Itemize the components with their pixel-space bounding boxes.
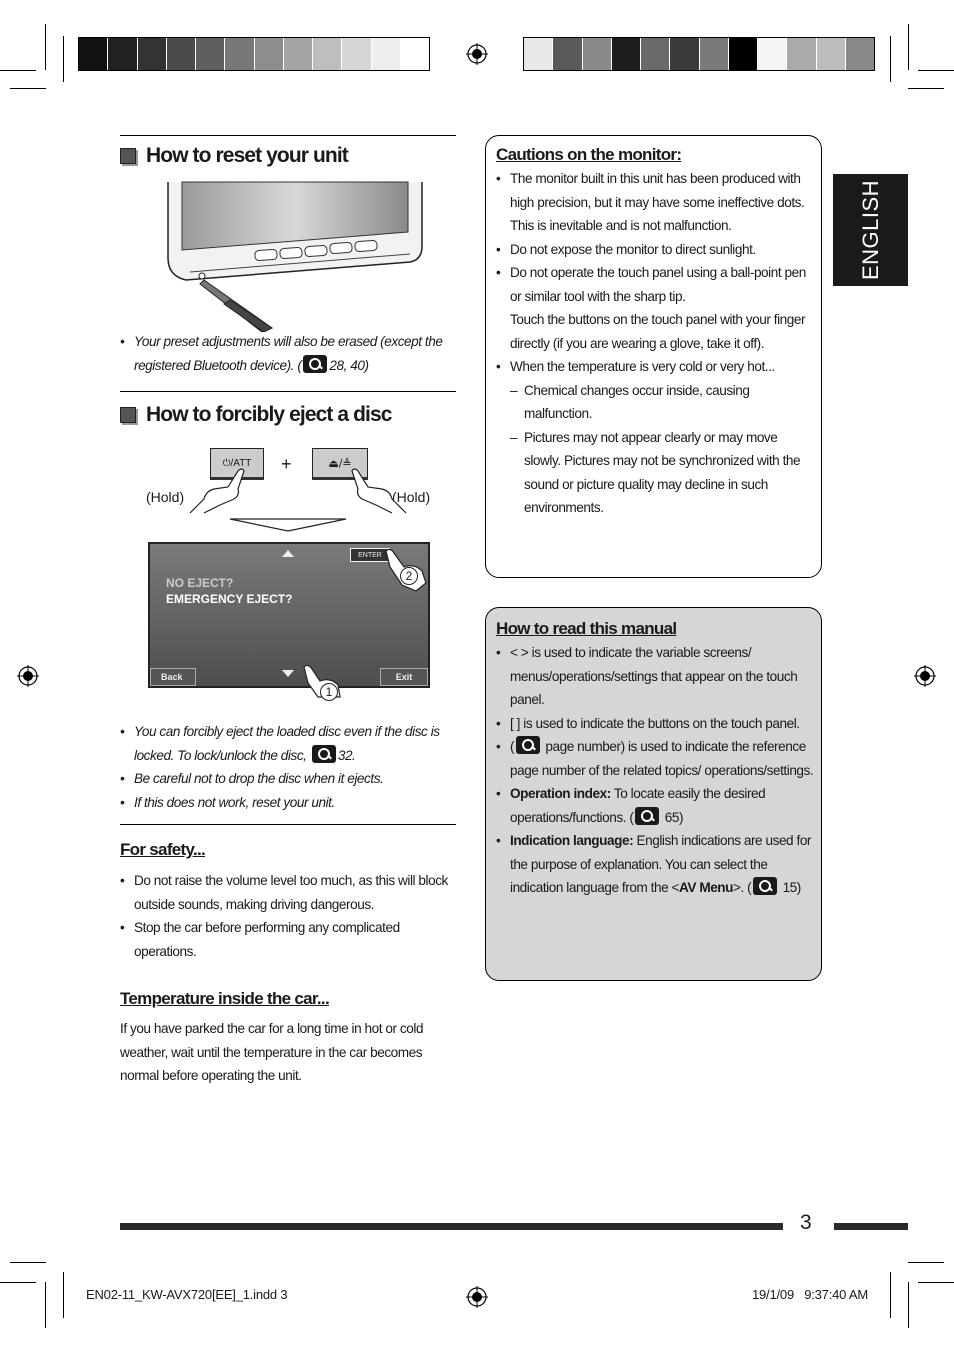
crop-mark — [908, 1282, 909, 1328]
footer-bar-right — [834, 1223, 908, 1230]
crop-mark — [0, 1282, 36, 1283]
down-arrow-screen-icon — [282, 670, 294, 677]
crop-mark — [908, 1262, 944, 1263]
crop-mark — [908, 24, 909, 70]
heading-square-icon — [120, 148, 136, 164]
hand-pointer-icon — [346, 465, 410, 515]
footer-file: EN02-11_KW-AVX720[EE]_1.indd 3 — [86, 1287, 288, 1302]
safety-list — [120, 869, 456, 963]
caution-item: • When the temperature is very cold or very hot... — [496, 355, 814, 379]
color-swatch — [612, 38, 641, 70]
color-swatch — [313, 38, 342, 70]
color-bar-right — [523, 37, 875, 71]
eject-button: ⏏/≜ — [312, 448, 368, 480]
color-swatch — [641, 38, 670, 70]
eject-heading: How to forcibly eject a disc — [120, 403, 392, 427]
manual-item: • Indication language: English indications are used for the purpose of explanation. You can select the indication language from the <AV Menu>. ( 15) — [496, 829, 814, 900]
caution-subitem: – Pictures may not appear clearly or may move slowly. Pictures may not be synchronized with the sound or picture quality may decline in such environments. — [496, 426, 814, 520]
color-swatch — [524, 38, 553, 70]
section-divider — [120, 391, 456, 392]
eject-notes — [120, 720, 456, 814]
manual-item: • ( page number) is used to indicate the reference page number of the related topics/ operations/settings. — [496, 735, 814, 782]
crop-mark — [63, 1272, 64, 1318]
crop-mark — [0, 70, 36, 71]
registration-mark-icon — [17, 665, 39, 687]
reference-icon — [635, 807, 659, 825]
caution-item: • The monitor built in this unit has been produced with high precision, but it may have some ineffective dots. This is inevitable and is not malfunction. — [496, 167, 814, 238]
color-swatch — [700, 38, 729, 70]
crop-mark — [45, 1282, 46, 1328]
safety-item: • Do not raise the volume level too much, as this will block outside sounds, making driving dangerous. — [120, 869, 456, 916]
reset-note: • Your preset adjustments will also be erased (except the registered Bluetooth device). ( 28, 40) — [120, 330, 456, 377]
cautions-heading: Cautions on the monitor: — [496, 145, 682, 164]
color-swatch — [255, 38, 284, 70]
registration-mark-icon — [914, 665, 936, 687]
plus-sign: + — [281, 454, 292, 474]
color-swatch — [372, 38, 401, 70]
reset-illustration — [160, 180, 430, 332]
section-divider — [120, 824, 456, 825]
manual-item: • < > is used to indicate the variable screens/ menus/operations/settings that appear on the touch panel. — [496, 641, 814, 712]
color-swatch — [342, 38, 371, 70]
enter-button: ENTER — [350, 548, 390, 562]
step-1-marker: 1 — [320, 683, 338, 701]
crop-mark — [918, 1282, 954, 1283]
cautions-list — [496, 167, 814, 520]
color-swatch — [670, 38, 699, 70]
page-number: 3 — [800, 1211, 812, 1234]
color-swatch — [553, 38, 582, 70]
temperature-body: If you have parked the car for a long time in hot or cold weather, wait until the temperature in the car becomes normal before operating the unit. — [120, 1021, 424, 1083]
color-swatch — [758, 38, 787, 70]
crop-mark — [890, 36, 891, 82]
screen-line-emergency: EMERGENCY EJECT? — [166, 592, 293, 606]
color-swatch — [787, 38, 816, 70]
caution-item: • Do not expose the monitor to direct sunlight. — [496, 238, 814, 262]
eject-note: • You can forcibly eject the loaded disc even if the disc is locked. To lock/unlock the disc, 32. — [120, 720, 456, 767]
eject-note: • Be careful not to drop the disc when it ejects. — [120, 767, 456, 791]
color-swatch — [846, 38, 874, 70]
hold-right-label: (Hold) — [392, 489, 431, 505]
reset-heading: How to reset your unit — [120, 144, 348, 168]
reference-icon — [303, 355, 327, 373]
color-swatch — [138, 38, 167, 70]
step-2-marker: 2 — [400, 567, 418, 585]
back-button: Back — [150, 668, 196, 686]
hold-left-label: (Hold) — [146, 489, 185, 505]
color-swatch — [225, 38, 254, 70]
safety-heading: For safety... — [120, 840, 206, 859]
manual-heading: How to read this manual — [496, 619, 677, 638]
manual-item: • Operation index: To locate easily the desired operations/functions. ( 65) — [496, 782, 814, 829]
screen-line-no-eject: NO EJECT? — [166, 576, 234, 590]
reference-icon — [312, 745, 336, 763]
temperature-heading: Temperature inside the car... — [120, 989, 329, 1008]
color-swatch — [79, 38, 108, 70]
footer-date: 19/1/09 9:37:40 AM — [752, 1287, 868, 1302]
color-swatch — [817, 38, 846, 70]
section-divider — [120, 135, 456, 136]
caution-item-continued: Touch the buttons on the touch panel with your finger directly (if you are wearing a glove, take it off). — [510, 312, 806, 351]
safety-item: • Stop the car before performing any complicated operations. — [120, 916, 456, 963]
crop-mark — [10, 1262, 46, 1263]
reference-icon — [753, 877, 777, 895]
color-swatch — [167, 38, 196, 70]
color-swatch — [729, 38, 758, 70]
crop-mark — [10, 88, 46, 89]
footer-bar — [120, 1223, 783, 1230]
color-swatch — [108, 38, 137, 70]
color-bar-left — [78, 37, 430, 71]
caution-item: • Do not operate the touch panel using a ball-point pen or similar tool with the sharp tip. — [496, 261, 814, 308]
hand-pointer-icon — [186, 465, 250, 515]
color-swatch — [583, 38, 612, 70]
exit-button: Exit — [380, 668, 428, 686]
manual-item: • [ ] is used to indicate the buttons on the touch panel. — [496, 712, 814, 736]
registration-mark-icon — [466, 1286, 488, 1308]
language-tab-label: ENGLISH — [857, 179, 883, 281]
crop-mark — [908, 88, 944, 89]
up-arrow-icon — [282, 550, 294, 557]
language-tab — [833, 174, 908, 286]
caution-subitem: – Chemical changes occur inside, causing malfunction. — [496, 379, 814, 426]
eject-illustration — [140, 445, 440, 699]
color-swatch — [401, 38, 429, 70]
registration-mark-icon — [466, 43, 488, 65]
att-button: ⏻/ATT — [210, 448, 264, 480]
crop-mark — [918, 70, 954, 71]
heading-square-icon — [120, 407, 136, 423]
reference-icon — [516, 736, 540, 754]
color-swatch — [284, 38, 313, 70]
manual-list — [496, 641, 814, 900]
crop-mark — [890, 1272, 891, 1318]
down-arrow-icon — [228, 517, 348, 533]
color-swatch — [196, 38, 225, 70]
crop-mark — [45, 24, 46, 70]
eject-note: • If this does not work, reset your unit. — [120, 791, 456, 815]
crop-mark — [63, 36, 64, 82]
